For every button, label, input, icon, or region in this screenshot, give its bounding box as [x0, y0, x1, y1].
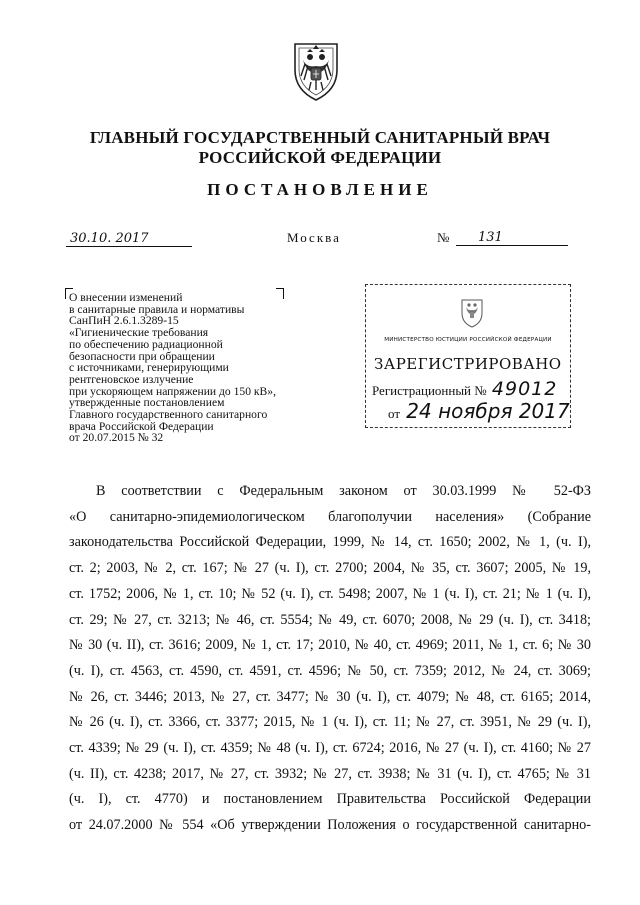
stamp-date-row — [388, 399, 570, 423]
body-line: № 26, ст. 3446; 2013, № 27, ст. 3477; № 30 (ч. I), ст. 4079; № 48, ст. 6165; 2014, — [69, 688, 591, 705]
issuer-title-line1: ГЛАВНЫЙ ГОСУДАРСТВЕННЫЙ САНИТАРНЫЙ ВРАЧ — [89, 128, 551, 147]
subject-line: безопасности при обращении — [69, 349, 215, 363]
body-line: ст. 1752; 2006, № 1, ст. 10; № 52 (ч. I), ст. 5498; 2007, № 1 (ч. I), ст. 21; № 1 (ч. I), — [69, 585, 591, 602]
body-line: В соответствии с Федеральным законом от 30.03.1999 № 52-ФЗ — [96, 483, 591, 499]
subject-line: в санитарные правила и нормативы — [69, 302, 245, 316]
document-number: 131 — [456, 230, 568, 246]
body-line: ст. 2; 2003, № 2, ст. 167; № 27 (ч. I), ст. 2700; 2004, № 35, ст. 3607; 2005, № 19, — [69, 560, 591, 577]
document-body — [69, 479, 591, 839]
subject-line: с источниками, генерирующими — [69, 361, 229, 375]
stamp-registered: ЗАРЕГИСТРИРОВАНО — [374, 355, 562, 373]
document-subject — [69, 292, 309, 444]
stamp-reg-number: 49012 — [491, 378, 558, 400]
subject-line: «Гигиенические требования — [69, 326, 209, 340]
document-city: Москва — [287, 230, 341, 245]
subject-line: Главного государственного санитарного — [69, 408, 268, 422]
body-line: ст. 4339; № 29 (ч. I), ст. 4359; № 48 (ч. I), ст. 6724; 2016, № 27 (ч. I), ст. 4160; № 27 — [69, 740, 591, 757]
body-line: (ч. II), ст. 4238; 2017, № 27, ст. 3932; № 27, ст. 3938; № 31 (ч. I), ст. 4765; № 31 — [69, 765, 591, 782]
registration-stamp — [365, 284, 571, 428]
subject-line: от 20.07.2015 № 32 — [69, 431, 164, 445]
subject-line: врача Российской Федерации — [69, 419, 214, 433]
subject-line: утвержденные постановлением — [69, 396, 225, 410]
body-line: № 30 (ч. II), ст. 3616; 2009, № 1, ст. 17; 2010, № 40, ст. 4969; 2011, № 1, ст. 6; № 30 — [69, 637, 591, 654]
stamp-emblem-icon — [458, 297, 486, 329]
body-line: (ч. I), ст. 4563, ст. 4590, ст. 4591, ст. 4596; № 50, ст. 7359; 2012, № 24, ст. 3069; — [69, 662, 591, 679]
subject-line: рентгеновское излучение — [69, 372, 194, 386]
subject-line: по обеспечению радиационной — [69, 337, 223, 351]
coat-of-arms-icon — [289, 40, 343, 102]
body-line: (ч. I), ст. 4770) и постановлением Правительства Российской Федерации — [69, 791, 591, 808]
stamp-reg-label: Регистрационный № — [372, 383, 487, 398]
body-line: «О санитарно-эпидемиологическом благополучии населения» (Собрание — [69, 508, 591, 525]
stamp-date: 24 ноября 2017 — [406, 399, 570, 423]
document-number-label: № — [437, 230, 450, 245]
subject-line: О внесении изменений — [69, 291, 183, 304]
body-line: законодательства Российской Федерации, 1999, № 14, ст. 1650; 2002, № 1, (ч. I), — [69, 534, 591, 551]
document-date: 30.10. 2017 — [66, 231, 192, 247]
document-title: ПОСТАНОВЛЕНИЕ — [207, 180, 433, 199]
subject-line: СанПиН 2.6.1.3289-15 — [69, 314, 179, 328]
issuer-title-line2: РОССИЙСКОЙ ФЕДЕРАЦИИ — [198, 148, 442, 167]
stamp-ministry: МИНИСТЕРСТВО ЮСТИЦИИ РОССИЙСКОЙ ФЕДЕРАЦИИ — [384, 337, 552, 343]
stamp-date-label: от — [388, 406, 401, 421]
body-line: от 24.07.2000 № 554 «Об утверждении Положения о государственной санитарно- — [69, 817, 591, 834]
stamp-registration-number — [372, 378, 557, 400]
body-line: № 26 (ч. I), ст. 3366, ст. 3377; 2015, № 1 (ч. I), ст. 11; № 27, ст. 3951, № 29 (ч. I), — [69, 714, 591, 731]
subject-line: при ускоряющем напряжении до 150 кВ», — [69, 384, 276, 398]
body-line: ст. 29; № 27, ст. 3213; № 46, ст. 5554; № 49, ст. 6070; 2008, № 29 (ч. I), ст. 3418; — [69, 611, 591, 628]
